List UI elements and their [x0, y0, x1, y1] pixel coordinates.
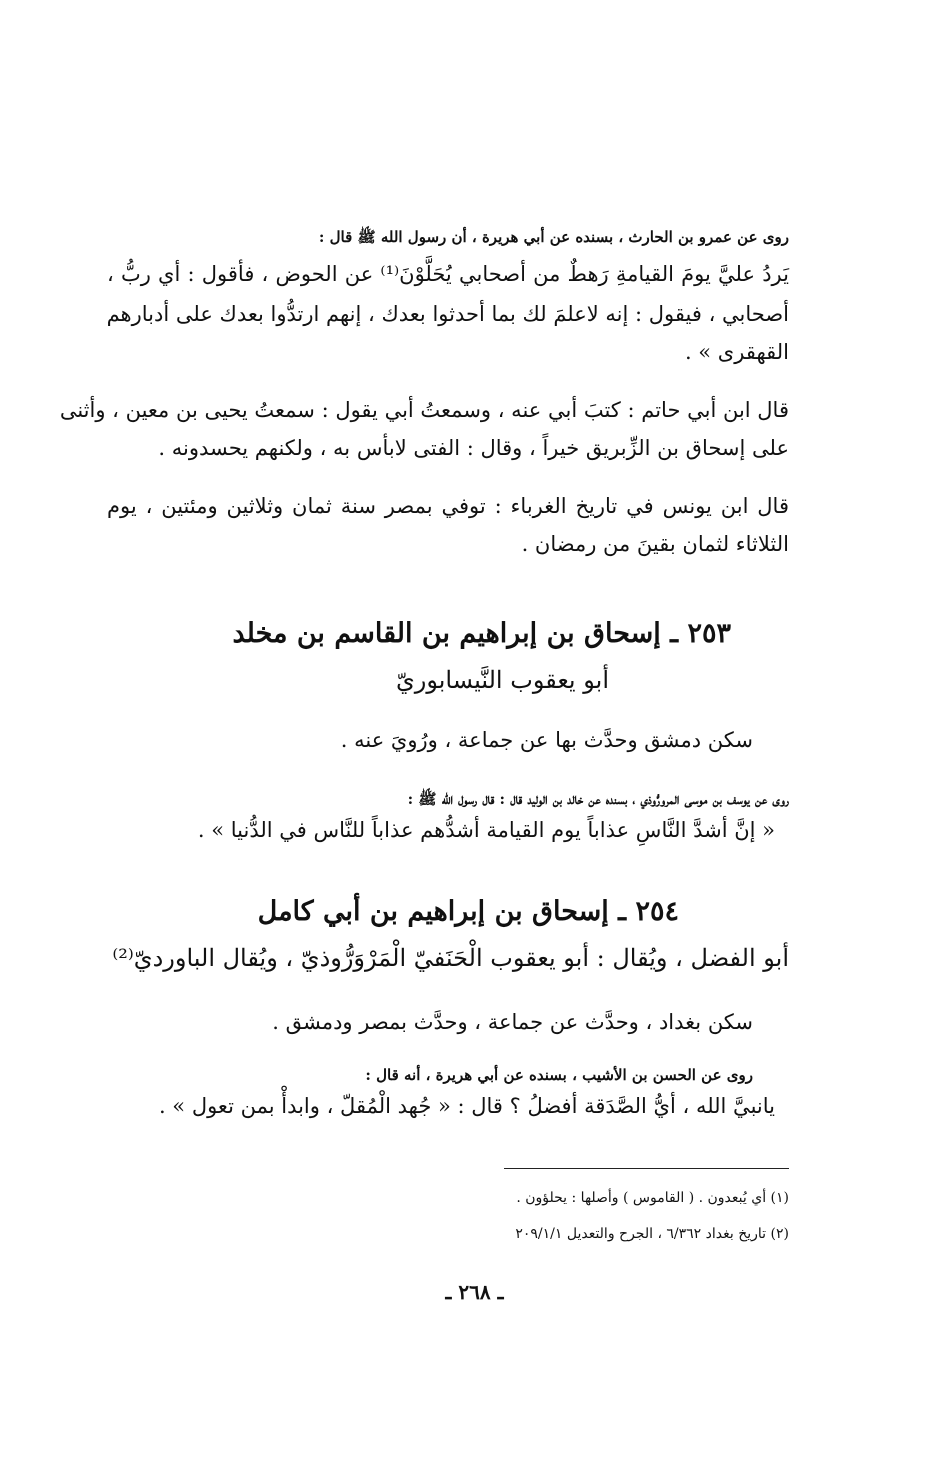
entry-254-kunya: أبو الفضل ، ويُقال : أبو يعقوب الْحَنَفيّ الْمَرْوَرُّوذيّ ، ويُقال الباورديّ⁽²⁾	[112, 944, 789, 972]
entry-254-heading: ٢٥٤ ـ إسحاق بن إبراهيم بن أبي كامل	[257, 896, 679, 927]
ibn-yunus-line-2: الثلاثاء لثمان بقينَ من رمضان .	[521, 532, 789, 556]
footnote-1: (١) أي يُبعدون . ( القاموس ) وأصلها : يحلؤون .	[516, 1190, 789, 1206]
entry-253-hadith: « إنَّ أشدَّ النَّاسِ عذاباً يوم القيامة أشدُّهم عذاباً للنَّاس في الدُّنيا » .	[197, 818, 775, 842]
entry-253-heading: ٢٥٣ ـ إسحاق بن إبراهيم بن القاسم بن مخلد	[232, 618, 731, 649]
abu-hatim-line-2: على إسحاق بن الزِّبريق خيراً ، وقال : الفتى لابأس به ، ولكنهم يحسدونه .	[158, 436, 789, 460]
entry-254-residence: سكن بغداد ، وحدَّث عن جماعة ، وحدَّث بمصر ودمشق .	[272, 1010, 753, 1034]
footnote-separator	[504, 1168, 789, 1169]
ibn-yunus-line-1: قال ابن يونس في تاريخ الغرباء : توفي بمصر سنة ثمان وثلاثين ومئتين ، يوم	[107, 494, 789, 518]
abu-hatim-line-1: قال ابن أبي حاتم : كتبَ أبي عنه ، وسمعتُ أبي يقول : سمعتُ يحيى بن معين ، وأثنى	[59, 398, 789, 422]
hadith-line-1: يَردُ عليَّ يومَ القيامةِ رَهطٌ من أصحابي يُحَلَّوْنَ⁽¹⁾ عن الحوض ، فأقول : أي ربُّ ،	[107, 262, 789, 286]
entry-253-narration-chain: روى عن يوسف بن موسى المرورُّوذي ، بسنده عن خالد بن الوليد قال : قال رسول الله ﷺ :	[407, 790, 789, 808]
entry-254-narration-chain: روى عن الحسن بن الأشيب ، بسنده عن أبي هريرة ، أنه قال :	[365, 1066, 753, 1084]
narration-chain-252: روى عن عمرو بن الحارث ، بسنده عن أبي هريرة ، أن رسول الله ﷺ قال :	[318, 228, 789, 246]
footnote-2: (٢) تاريخ بغداد ٦/٣٦٢ ، الجرح والتعديل ٢٠٩/١/١	[515, 1226, 789, 1242]
hadith-line-2: أصحابي ، فيقول : إنه لاعلمَ لك بما أحدثوا بعدك ، إنهم ارتدُّوا بعدك على أدبارهم	[106, 302, 789, 326]
hadith-line-3: القهقرى » .	[684, 340, 789, 364]
entry-254-hadith: يانبيَّ الله ، أيُّ الصَّدَقة أفضلُ ؟ قال : « جُهد الْمُقلّ ، وابدأْ بمن تعول » .	[158, 1094, 775, 1118]
entry-253-residence: سكن دمشق وحدَّث بها عن جماعة ، ورُويَ عنه .	[340, 728, 753, 752]
entry-253-kunya: أبو يعقوب النَّيسابوريّ	[395, 666, 609, 694]
page-number: ـ ٢٦٨ ـ	[445, 1280, 504, 1304]
